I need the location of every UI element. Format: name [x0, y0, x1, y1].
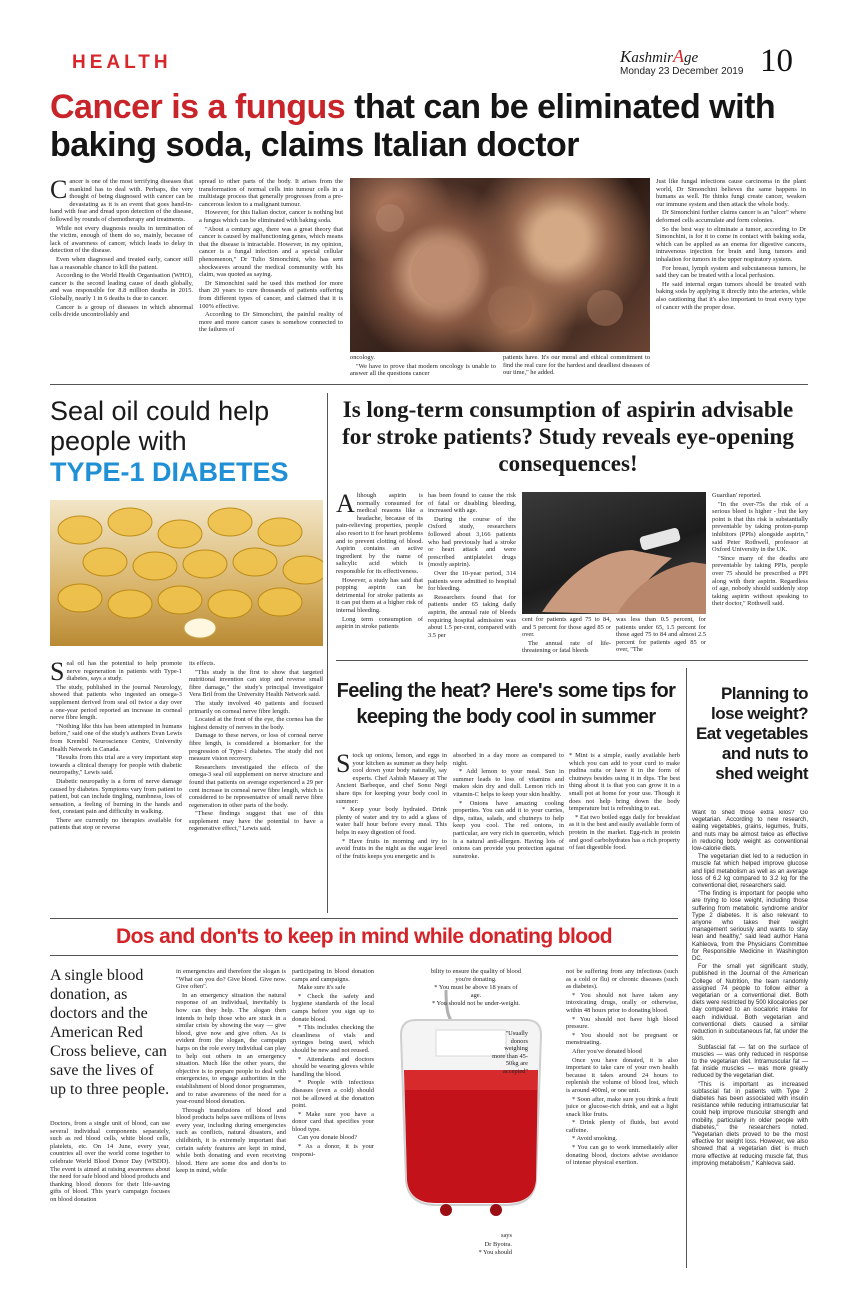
a3-col-5: Guardian' reported. "In the over-75s the risk of a serious bleed is higher - but the key point is that this risk is substantially preventable by taking proton-pump inhibitors (PPIs) alongside aspirin," said Peter Rothwell, professor at Oxford University in the UK. "Since many of the deaths are preventable by taking PPIs, people over 75 should be prescribed a PPI along with their aspirin. Regardless of age, nobody should suddenly stop taking aspirin without speaking to their doctor," Rothwell said. — [712, 492, 808, 608]
a6-col-4-bottom: says Dr Byotra. * You should — [478, 1232, 512, 1257]
a1-headline — [50, 88, 810, 164]
a1-headline-red: Cancer is a fungus — [50, 88, 346, 126]
cancer-cells-photo — [350, 178, 650, 352]
a6-lead: A single blood donation, as doctors and the American Red Cross believe, can save the lives of up to three people. — [50, 967, 170, 1098]
page-number: 10 — [760, 43, 793, 79]
divider-top — [50, 384, 808, 385]
a3-col-1: Although aspirin is normally consumed for medical reasons like a headache, because of its pain-relieving properties, people also resort to it for heart problems and to prevent clotting of blood. Aspirin contains an active ingredient by the name of salicylic acid which is responsible for its effectiveness. However, a study has said that popping aspirin can be detrimental for stroke patients as it can put them at a higher risk of internal bleeding. Long term consumption of aspirin in stroke patients — [336, 492, 423, 631]
a1-col-2: spread to other parts of the body. It arises from the transformation of normal cells into tumour cells in a multistage process that generally progresses from a pre-cancerous lesion to a malignant tumour. However, for this Italian doctor, cancer is nothing but a fungus which can be eliminated with baking soda. "About a century ago, there was a great theory that cancer is caused by malfunctioning genes, which means that the disease is intractable. However, in my opinion, cancer is a fungal infection and a special cellular phenomenon," Dr Tulio Simonchini, who has sent shockwaves around the medical community with his claim, was quoted as saying. Dr Simonchini said he used this method for more than 20 years to cure thousands of patients suffering from different types of cancer, and claimed that it is 100% effective. According to Dr Simonchini, the painful reality of more and more cancer cases is somehow connected to the failures of — [199, 178, 343, 334]
a2-col-1: Seal oil has the potential to help promote nerve regeneration in patients with Type-1 diabetes, says a study. The study, published in the journal Neurology, showed that patients who ingested an omega-3 supplement derived from seal oil twice a day over a one-year period reported an increase in corneal nerve fibre length. "Nothing like this has been attempted in humans before," said one of the study's authors Evan Lewis from Krembil Neuroscience Centre, University Health Network in Canada. "Results from this trial are a very important step towards a clinical therapy for people with diabetic neuropathy," Lewis said. Diabetic neuropathy is a form of nerve damage caused by diabetes. Symptoms vary from patient to patient, but can include tingling, numbness, loss of sensation, a feeling of burning in the hands and feet, constant pain and difficulty in walking. There are currently no therapies available for patients that stop or reverse — [50, 660, 182, 832]
a2-headline-line1: Seal oil could help — [50, 396, 270, 426]
a3-headline: Is long-term consumption of aspirin advisable for stroke patients? Study reveals eye-opening consequences! — [342, 397, 794, 476]
issue-date: Monday 23 December 2019 — [620, 66, 744, 77]
a1-col-3: oncology. "We have to prove that modern oncology is unable to answer all the questions cancer — [350, 354, 496, 378]
divider-left-col — [327, 393, 328, 913]
a1-headline-rest: that can be eliminated with baking soda, claims Italian doctor — [50, 88, 776, 164]
aspirin-hands-photo — [522, 492, 706, 614]
brand-logo — [620, 46, 750, 66]
seal-oil-capsules-photo — [50, 500, 323, 646]
a6-col-2: in emergencies and therefore the slogan is "What can you do? Give blood. Give now. Give often". In an emergency situation the natural response of an individual, inevitably is how can they help. The slogan then intends to help those who are stuck in a similar crisis by showing the way — give blood, give now and give often. As is evident from the slogan, the campaign harps on the role every individual can play to help out others in an emergency situation. Much like the other years, the objective is to prepare people to deal with emergencies, to engage authorities in the establishment of blood donor programmes, and to raise awareness of the need for a year-round blood donation. Through transfusions of blood and blood products helps save millions of lives every year, including during emergencies such as conflicts, natural disasters, and childbirth, it is extremely important that certain safety features are kept in mind, while both donating and even receiving blood. Here are some dos and don'ts to keep in mind, while — [176, 968, 286, 1175]
a5-headline-line1: Planning to — [720, 684, 808, 703]
a5-body: Want to shed those extra kilos? Go vegetarian. According to new research, eating vegetables, grains, legumes, fruits, and nuts may be almost twice as effective in reducing body weight as conventional low-calorie diets. The vegetarian diet led to a reduction in muscle fat which helped improve glucose and lipid metabolism as well as an average loss of 6.2 kg compared to 3.2 kg for the conventional diet, researchers said. "The finding is important for people who are trying to lose weight, including those suffering from metabolic syndrome and/or Type 2 diabetes. It is also relevant to anyone who takes their weight management seriously and wants to stay lean and healthy," said lead author Hana Kahleova, from the Physicians Committee for Responsible Medicine in Washington DC. For the small yet significant study, published in the Journal of the American College of Nutrition, the team randomly assigned 74 people to follow either a vegetarian or a conventional diet. Both diets were restricted by 500 kilocalories per day compared to an isocaloric intake for each individual. Both vegetarian and conventional diets caused a similar reduction in subcutaneous fat, fat under the skin. Subfascial fat — fat on the surface of muscles — was only reduced in response to the vegetarian diet. Intramuscular fat — fat inside muscles — was more greatly reduced by the vegetarian diet. "This is important as increased subfascial fat in patients with Type 2 diabetes has been associated with insulin resistance while reducing intramuscular fat could help improve muscular strength and mobility, particularly in older people with diabetes," the researchers noted. "Vegetarian diets proved to be the most effective for weight loss. However, we also showed that a vegetarian diet is much more effective at reducing muscle fat, thus improving metabolism," Kahleova said. — [692, 810, 808, 1167]
a1-col-5: Just like fungal infections cause carcinoma in the plant world, Dr Simonchini believes the same happens in humans as well. He thinks fungi create cancer, weaken our immune system and then attack the whole body. Dr Simonchini further claims cancer is an "ulcer" where deformed cells accumulate and form colonies. So the best way to eliminate a tumor, according to Dr Simonchini, is for it to come in contact with baking soda, which can be applied as an enema for digestive cancers, intravenous injection for brain and lung tumors and inhalation for tumors in the upper respiratory system. For breast, lymph system and subcutaneous tumors, he said they can be treated with a local perfusion. He said internal organ tumors should be treated with baking soda by applying it directly into the arteries, while also cautioning that it's also important to treat every type of cancer with the proper dose. — [656, 178, 806, 311]
a6-col-1: Doctors, from a single unit of blood, can use several individual components separately, such as red blood cells, white blood cells, platelets, etc. On 14 June, every year, countries all over the world come together to celebrate World Blood Donor Day (WBDD). The event is aimed at raising awareness about the need for safe blood and blood products and thanking blood donors for their life-saving gifts of blood. This year's campaign focuses on blood donation — [50, 1120, 170, 1203]
a1-col-4: patients have. It's our moral and ethical commitment to find the real cure for the hardest and deadliest diseases of our time," he added. — [503, 354, 650, 377]
section-label: HEALTH — [72, 52, 172, 73]
a5-headline-line5: shed weight — [715, 764, 808, 783]
a6-col-5: not be suffering from any infectious (such as a cold or flu) or chronic diseases (such as diabetes). * You should not have taken any intoxicating drugs, orally or otherwise, within 48 hours prior to donating blood. * You should not have high blood pressure. * You should not be pregnant or menstruating. After you've donated blood Once you have donated, it is also important to take care of your own health because it takes around 24 hours to replenish the volume of blood lost, which is around 400ml, or one unit. * Soon after, make sure you drink a fruit juice or glucose-rich drink, and eat a light snack like fruits. * Drink plenty of fluids, but avoid caffeine. * Avoid smoking. * You can go to work immediately after donating blood, doctors advise avoidance of intense physical exertion. — [566, 968, 678, 1167]
divider-mid — [336, 660, 808, 661]
a6-headline-bar — [50, 918, 678, 956]
a1-col-1: Cancer is one of the most terrifying diseases that mankind has to deal with. Perhaps, the very thought of being diagnosed with cancer can be devastating as it is an event that goes hand-in-hand with fear and dread upon detection of the disease, followed by rounds of chemotherapy and treatments. While not every diagnosis results in termination of the victim, enough of them do so, mainly, because of lack of awareness of cancer, which leads to delay in detection of the disease. Even when diagnosed and treated early, cancer still has a reasonable chance to kill the patient. According to the World Health Organisation (WHO), cancer is the second leading cause of death globally, and was responsible for 8.8 million deaths in 2015. Globally, nearly 1 in 6 deaths is due to cancer. Cancer is a group of diseases in which abnormal cells divide uncontrollably and — [50, 178, 193, 319]
brand-rest: ashmir — [631, 50, 674, 66]
a5-headline-line4: and nuts to — [721, 744, 808, 763]
a6-col-4-top: bility to ensure the quality of blood you're donating. * You must be above 18 years of age. * You should not be under-weight. — [430, 968, 522, 1008]
a2-col-2: its effects. "This study is the first to show that targeted nutritional invention can stop and reverse small fibre damage," the study's principal investigator Vera Bril from the University Health Network said. The study involved 40 patients and focused primarily on corneal nerve fibre length. Located at the front of the eye, the cornea has the highest density of nerves in the body. Damage to these nerves, or loss of corneal nerve fibre length, is considered a biomarker for the progression of Type-1 diabetes. The study did not measure vision recovery. Researchers investigated the effects of the omega-3 seal oil supplement on nerve structure and found that patients on average experienced a 29 per cent increase in corneal nerve fibre length, which is considered to be representative of small nerve fibre regeneration in other parts of the body. "These findings suggest that use of this supplement may have the potential to have a regenerative effect," Lewis said. — [189, 660, 323, 833]
a4-col-3: * Mint is a simple, easily available herb which you can add to your curd to make pudina raita or have it in the form of chutneys besides using it in dips. The best thing about it is that you can grow it in a small pot at home for your use. Though it does not help bring down the body temperature but is refreshing to eat. * Eat two boiled eggs daily for breakfast as it is the best and easily available form of protein in the market. Egg-rich in protein and good carbohydrates has a rich property of fast digestible food. — [569, 752, 680, 852]
a6-col-3: participating in blood donation camps and campaigns. Make sure it's safe * Check the safety and hygiene standards of the local camps before you sign up to donate blood. * This includes checking the cleanliness of vials and syringes being used, which should be new and not reused. * Attendants and doctors should be wearing gloves while handling the blood. * People with infectious diseases (even a cold) should not be allowed at the donation point. * Make sure you have a donor card that specifies your blood type. Can you donate blood? * As a donor, it is your responsi- — [292, 968, 374, 1158]
a2-headline — [50, 396, 322, 488]
brand-a: A — [673, 46, 685, 66]
brand-ge: ge — [684, 50, 699, 66]
a6-headline: Dos and don'ts to keep in mind while donating blood — [116, 925, 612, 948]
a5-headline-line2: lose weight? — [711, 704, 808, 723]
a3-col-4: was less than 0.5 percent, for patients under 65, 1.5 percent for those aged 75 to 84 and almost 2.5 percent for patients aged 85 or over, "The — [616, 616, 706, 654]
a3-col-3: cent for patients aged 75 to 84, and 5 percent for those aged 85 or over. The annual rate of life-threatening or fatal bleeds — [522, 616, 611, 654]
a4-dropcap: S — [336, 752, 351, 778]
a6-col-4-mid: "Usually donors weighing more than 45-50kg are accepted" — [492, 1030, 528, 1075]
a4-headline: Feeling the heat? Here's some tips for keeping the body cool in summer — [336, 680, 676, 728]
a2-headline-line3: TYPE-1 DIABETES — [50, 457, 289, 487]
a1-dropcap: C — [50, 178, 68, 204]
a4-col-1: Stock up onions, lemon, and eggs in your kitchen as summer as they help cool down your body naturally, say experts. Chef Ashish Massey at The Ancient Barbeque, and chef Sonu Negi share tips for keeping your body cool in summer: * Keep your body hydrated. Drink plenty of water and try to add a glass of water half hour before every meal. This helps in easy digestion of food. * Have fruits in morning and try to avoid fruits in the night as the sugar level of the fruits keeps you energetic and is — [336, 752, 447, 860]
brand-k: K — [620, 47, 632, 66]
a5-headline-line3: Eat vegetables — [695, 724, 808, 743]
a3-col-2: has been found to cause the risk of fatal or disabling bleeding, increased with age. During the course of the Oxford study, researchers followed about 3,166 patients who had previously had a stroke or heart attack and were prescribed antiplatelet drugs (mostly aspirin). Over the 10-year period, 314 patients were admitted to hospital for bleeding. Researchers found that for patients under 65 taking daily aspirin, the annual rate of bleeds requiring hospital admission was about 1.5 per-cent, compared with 3.5 per — [428, 492, 516, 639]
divider-right-col — [686, 668, 687, 1268]
a4-col-2: absorbed in a day more as compared to night. * Add lemon to your meal. Sun in summer leads to loss of vitamins and makes skin dry and dull. Lemon rich in vitamin-C helps to keep your skin healthy. * Onions have amazing cooling properties. You can add it to your curries, dips, raitas, salads, and chutneys to help keep you cool. The red onions, in particular, are very rich in quercetin, which is a natural anti-allergen. Having lots of onions can provide you protection against sunstroke. — [453, 752, 564, 860]
a2-dropcap: S — [50, 660, 65, 686]
a5-headline — [692, 684, 808, 784]
a3-dropcap: A — [336, 492, 355, 518]
a2-headline-line2: people with — [50, 426, 187, 456]
